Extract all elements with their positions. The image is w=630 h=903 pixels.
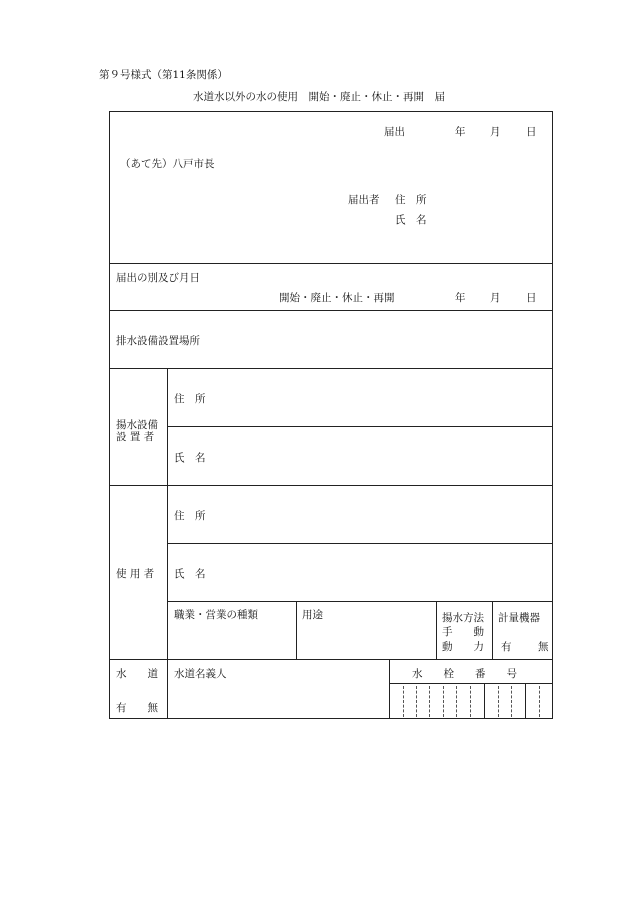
form-number: 第９号様式（第11条関係） xyxy=(99,69,228,81)
installer-label-line2: 設 置 者 xyxy=(116,431,155,443)
frame-bottom xyxy=(109,718,553,719)
hydrant-digit-divider xyxy=(416,686,417,717)
pump-powered-label: 動 力 xyxy=(442,641,484,653)
meter-yes: 有 xyxy=(501,641,512,653)
addressee: （あて先）八戸市長 xyxy=(120,158,215,170)
divider-user-address xyxy=(167,543,552,544)
meter-label: 計量機器 xyxy=(498,612,540,624)
notice-month: 月 xyxy=(490,126,501,138)
hydrant-number-label: 水 栓 番 号 xyxy=(412,668,517,680)
notice-type-options: 開始・廃止・休止・再開 xyxy=(279,292,395,304)
user-address-label: 住 所 xyxy=(174,510,206,522)
divider-installer-inner xyxy=(167,426,552,427)
hydrant-digit-divider xyxy=(443,686,444,717)
divider-user-name xyxy=(167,601,552,602)
account-name-label: 水道名義人 xyxy=(174,668,227,680)
water-supply-label: 水 道 xyxy=(116,668,158,680)
hydrant-divider xyxy=(484,683,485,718)
type-day: 日 xyxy=(526,292,537,304)
water-supply-yes-no: 有 無 xyxy=(116,702,158,714)
divider-drainage xyxy=(109,368,552,369)
installer-label-line1: 揚水設備 xyxy=(116,419,158,431)
meter-no: 無 xyxy=(538,641,549,653)
divider-notice xyxy=(109,263,552,264)
divider-installer xyxy=(109,485,552,486)
user-label: 使 用 者 xyxy=(116,568,155,580)
divider-user xyxy=(109,659,552,660)
frame-top xyxy=(109,111,552,112)
label-column-line xyxy=(167,368,168,718)
installer-name-label: 氏 名 xyxy=(174,452,206,464)
hydrant-digit-divider xyxy=(511,686,512,717)
user-name-label: 氏 名 xyxy=(174,568,206,580)
applicant-address-label: 住 所 xyxy=(395,194,427,206)
occupation-purpose-line xyxy=(296,601,297,659)
frame-right xyxy=(552,111,553,718)
pump-method-label: 揚水方法 xyxy=(442,612,484,624)
type-month: 月 xyxy=(490,292,501,304)
occupation-label: 職業・営業の種類 xyxy=(174,609,258,621)
purpose-label: 用途 xyxy=(302,609,323,621)
pump-meter-line xyxy=(492,601,493,659)
notice-date-label: 届出 xyxy=(384,126,405,138)
notice-year: 年 xyxy=(455,126,466,138)
type-year: 年 xyxy=(455,292,466,304)
hydrant-digit-divider xyxy=(429,686,430,717)
hydrant-digit-divider xyxy=(539,686,540,717)
hydrant-digit-divider xyxy=(403,686,404,717)
hydrant-digit-divider xyxy=(470,686,471,717)
notice-day: 日 xyxy=(526,126,537,138)
divider-hydrant-header xyxy=(389,683,552,684)
applicant-name-label: 氏 名 xyxy=(395,214,427,226)
purpose-pump-line xyxy=(436,601,437,659)
notice-type-label: 届出の別及び月日 xyxy=(116,272,200,284)
installer-address-label: 住 所 xyxy=(174,393,206,405)
divider-type xyxy=(109,310,552,311)
hydrant-digit-divider xyxy=(456,686,457,717)
applicant-label: 届出者 xyxy=(348,194,380,206)
hydrant-digit-divider xyxy=(498,686,499,717)
hydrant-left-line xyxy=(389,659,390,718)
drainage-location-label: 排水設備設置場所 xyxy=(116,335,200,347)
frame-left xyxy=(109,111,110,718)
pump-manual-label: 手 動 xyxy=(442,626,484,638)
form-title: 水道水以外の水の使用 開始・廃止・休止・再開 届 xyxy=(193,91,445,103)
hydrant-divider xyxy=(525,683,526,718)
